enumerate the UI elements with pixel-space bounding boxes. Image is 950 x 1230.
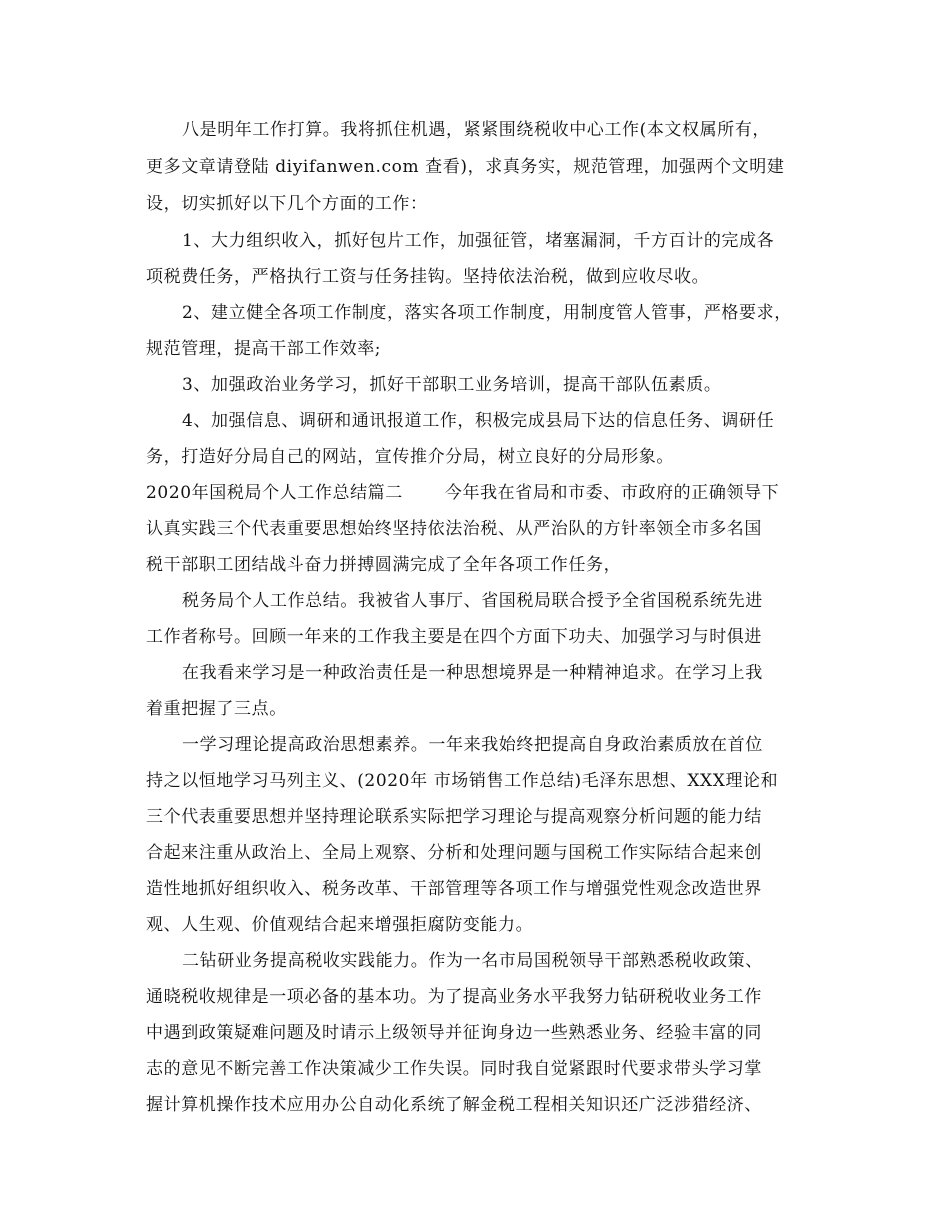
- text-line: 1、大力组织收入，抓好包片工作，加强征管，堵塞漏洞，千方百计的完成各: [182, 231, 775, 251]
- text-line: 2、建立健全各项工作制度，落实各项工作制度，用制度管人管事，严格要求，: [182, 303, 792, 323]
- text-line: 观、人生观、价值观结合起来增强拒腐防变能力。: [146, 915, 534, 935]
- text-line: 4、加强信息、调研和通讯报道工作，积极完成县局下达的信息任务、调研任: [182, 411, 775, 431]
- text-line: 更多文章请登陆 diyifanwen.com 查看)，求真务实，规范管理，加强两个文明建: [146, 157, 785, 177]
- text-line: 中遇到政策疑难问题及时请示上级领导并征询身边一些熟悉业务、经验丰富的同: [146, 1023, 762, 1043]
- text-line: 造性地抓好组织收入、税务改革、干部管理等各项工作与增强党性观念改造世界: [146, 879, 762, 899]
- text-line: 持之以恒地学习马列主义、(2020年 市场销售工作总结)毛泽东思想、XXX理论和: [146, 771, 779, 791]
- text-line: 设，切实抓好以下几个方面的工作：: [146, 194, 428, 214]
- text-line: 三个代表重要思想并坚持理论联系实际把学习理论与提高观察分析问题的能力结: [146, 807, 762, 827]
- text-line: 八是明年工作打算。我将抓住机遇，紧紧围绕税收中心工作(本文权属所有，: [182, 120, 771, 140]
- section-heading: 2020年国税局个人工作总结篇二: [146, 483, 403, 503]
- text-line: 3、加强政治业务学习，抓好干部职工业务培训，提高干部队伍素质。: [182, 375, 722, 395]
- text-segment: 今年我在省局和市委、市政府的正确领导下: [444, 483, 780, 503]
- text-line: 规范管理，提高干部工作效率;: [146, 339, 382, 359]
- text-line: 一学习理论提高政治思想素养。一年来我始终把提高自身政治素质放在首位: [182, 735, 763, 755]
- text-line: 工作者称号。回顾一年来的工作我主要是在四个方面下功夫、加强学习与时俱进: [146, 627, 762, 647]
- text-line: 二钻研业务提高税收实践能力。作为一名市局国税领导干部熟悉税收政策、: [182, 951, 763, 971]
- text-line: 通晓税收规律是一项必备的基本功。为了提高业务水平我努力钻研税收业务工作: [146, 987, 762, 1007]
- text-line: 税务局个人工作总结。我被省人事厅、省国税局联合授予全省国税系统先进: [182, 591, 763, 611]
- text-line: 在我看来学习是一种政治责任是一种思想境界是一种精神追求。在学习上我: [182, 663, 763, 683]
- text-line: 税干部职工团结战斗奋力拼搏圆满完成了全年各项工作任务，: [146, 555, 622, 575]
- text-line: 着重把握了三点。: [146, 699, 287, 719]
- text-line: [146, 482, 779, 504]
- text-line: 志的意见不断完善工作决策减少工作失误。同时我自觉紧跟时代要求带头学习掌: [146, 1059, 762, 1079]
- text-line: 务，打造好分局自己的网站，宣传推介分局，树立良好的分局形象。: [146, 447, 674, 467]
- text-line: 项税费任务，严格执行工资与任务挂钩。坚持依法治税，做到应收尽收。: [146, 267, 710, 287]
- text-line: 合起来注重从政治上、全局上观察、分析和处理问题与国税工作实际结合起来创: [146, 843, 762, 863]
- text-line: 认真实践三个代表重要思想始终坚持依法治税、从严治队的方针率领全市多名国: [146, 519, 762, 539]
- text-line: 握计算机操作技术应用办公自动化系统了解金税工程相关知识还广泛涉猎经济、: [146, 1095, 762, 1115]
